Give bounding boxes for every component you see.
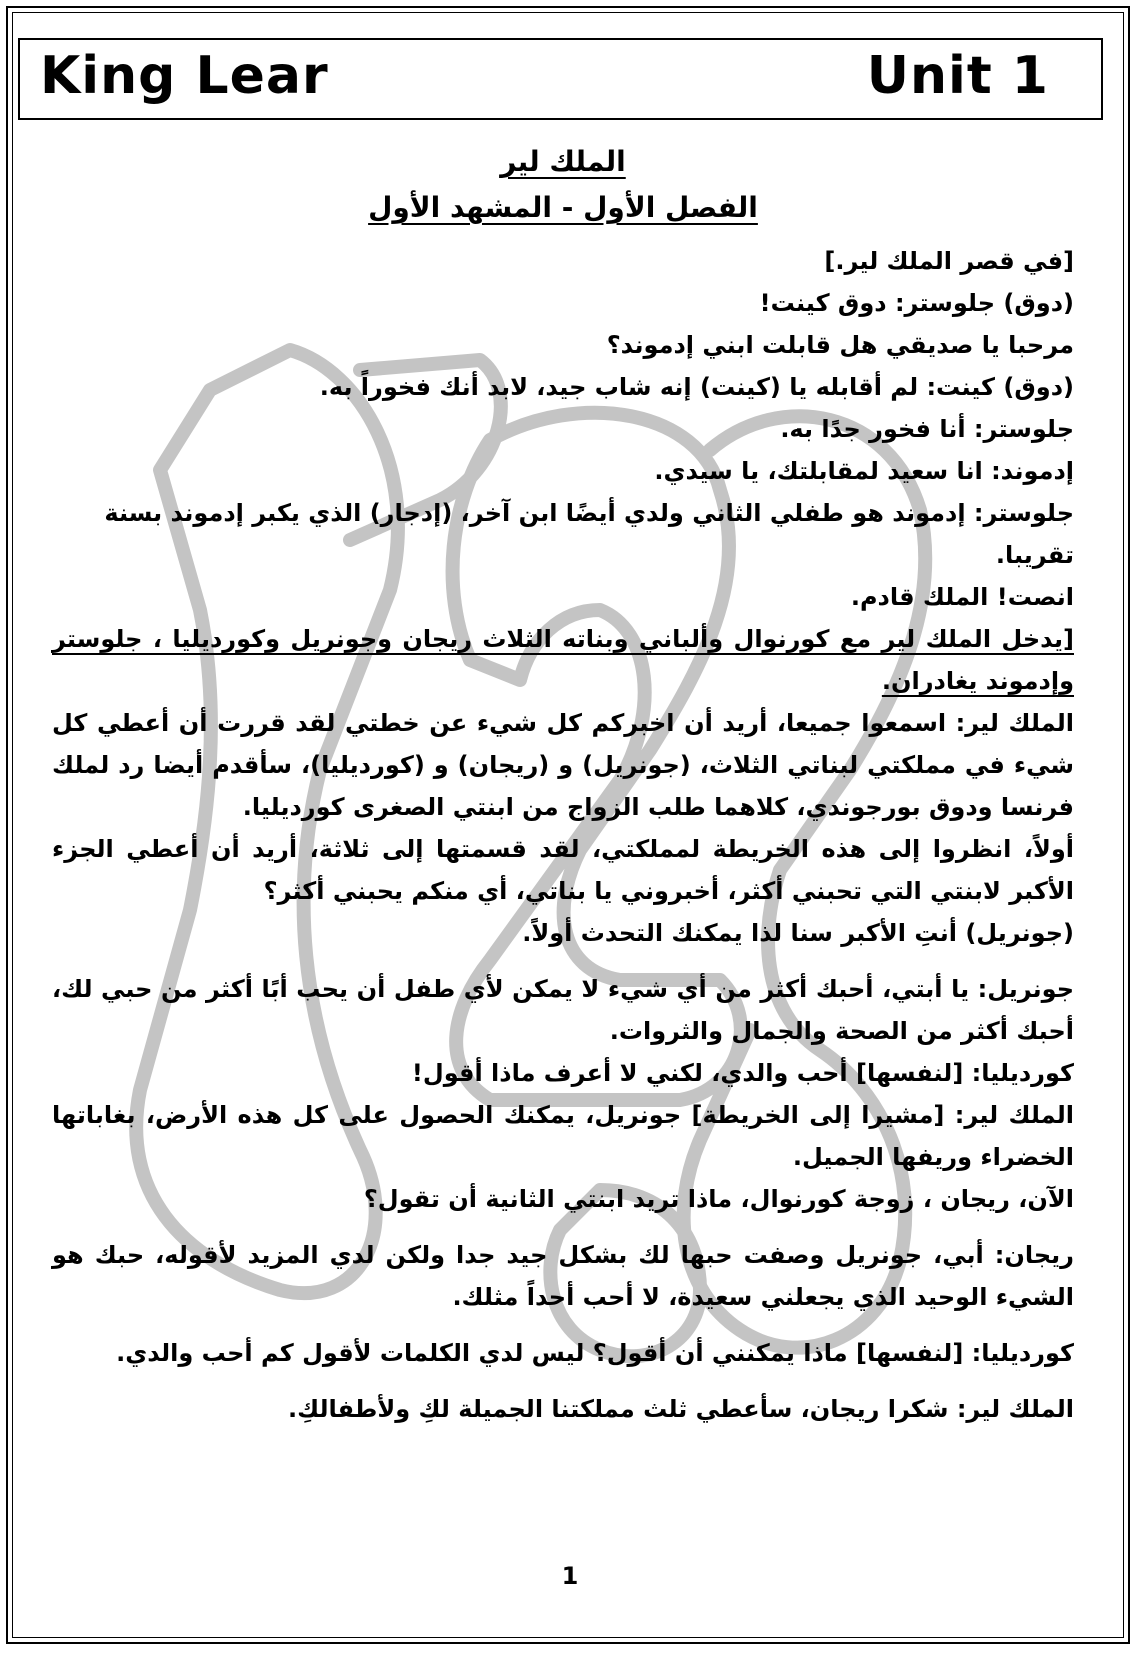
- dialogue-line: جلوستر: أنا فخور جدًا به.: [780, 415, 1074, 443]
- stage-direction: [في قصر الملك لير.]: [824, 247, 1074, 275]
- dialogue-line: جلوستر: إدموند هو طفلي الثاني ولدي أيضًا ابن آخر، (إدجار) الذي يكبر إدموند بسنة تقريبا.: [104, 499, 1074, 569]
- document-body: [52, 138, 1074, 1430]
- document-subtitle: الفصل الأول - المشهد الأول: [368, 191, 758, 224]
- header-title: King Lear: [40, 46, 329, 106]
- dialogue-line: إدموند: انا سعيد لمقابلتك، يا سيدي.: [654, 457, 1074, 485]
- dialogue-line: جونريل: يا أبتي، أحبك أكثر من أي شيء لا يمكن لأي طفل أن يحب أبًا أكثر من حبي لك، أحبك أكثر من الصحة والجمال والثروات.: [52, 975, 1074, 1045]
- dialogue-line: كورديليا: [لنفسها] أحب والدي، لكني لا أعرف ماذا أقول!: [411, 1059, 1074, 1087]
- dialogue-line: ريجان: أبي، جونريل وصفت حبها لك بشكل جيد جدا ولكن لدي المزيد لأقوله، حبك هو الشيء الوحيد الذي يجعلني سعيدة، لا أحب أحداً مثلك.: [52, 1241, 1074, 1311]
- dialogue-line: الآن، ريجان ، زوجة كورنوال، ماذا تريد ابنتي الثانية أن تقول؟: [363, 1185, 1074, 1213]
- page-number: 1: [561, 1562, 579, 1590]
- dialogue-line: (جونريل) أنتِ الأكبر سنا لذا يمكنك التحدث أولاً.: [522, 919, 1074, 947]
- dialogue-line: الملك لير: شكرا ريجان، سأعطي ثلث مملكتنا الجميلة لكِ ولأطفالكِ.: [288, 1395, 1074, 1423]
- dialogue-line: كورديليا: [لنفسها] ماذا يمكنني أن أقول؟ ليس لدي الكلمات لأقول كم أحب والدي.: [116, 1339, 1074, 1367]
- header-unit: Unit 1: [866, 46, 1049, 106]
- dialogue-line: مرحبا يا صديقي هل قابلت ابني إدموند؟: [606, 331, 1074, 359]
- dialogue-line: الملك لير: اسمعوا جميعا، أريد أن اخبركم كل شيء عن خطتي لقد قررت أن أعطي كل شيء في مملكتي لبناتي الثلاث، (جونريل) و (ريجان) و (كورديليا)، سأقدم أيضا رد لملك فرنسا ودوق بورجوندي، كلاهما طلب الزواج من ابنتي الصغرى كورديليا.: [52, 709, 1074, 821]
- document-title: الملك لير: [500, 145, 626, 178]
- dialogue-line: أولاً، انظروا إلى هذه الخريطة لمملكتي، لقد قسمتها إلى ثلاثة، أريد أن أعطي الجزء الأكبر لابنتي التي تحبني أكثر، أخبروني يا بناتي، أي منكم يحبني أكثر؟: [52, 835, 1074, 905]
- dialogue-line: الملك لير: [مشيرا إلى الخريطة] جونريل، يمكنك الحصول على كل هذه الأرض، بغاباتها الخضراء وريفها الجميل.: [52, 1101, 1074, 1171]
- header-box: [18, 38, 1103, 120]
- dialogue-line: (دوق) جلوستر: دوق كينت!: [759, 289, 1074, 317]
- dialogue-line: انصت! الملك قادم.: [850, 583, 1074, 611]
- stage-direction: [يدخل الملك لير مع كورنوال وألباني وبناته الثلاث ريجان وجونريل وكورديليا ، جلوستر وإدموند يغادران.: [52, 625, 1074, 695]
- dialogue-line: (دوق) كينت: لم أقابله يا (كينت) إنه شاب جيد، لابد أنك فخوراً به.: [319, 373, 1074, 401]
